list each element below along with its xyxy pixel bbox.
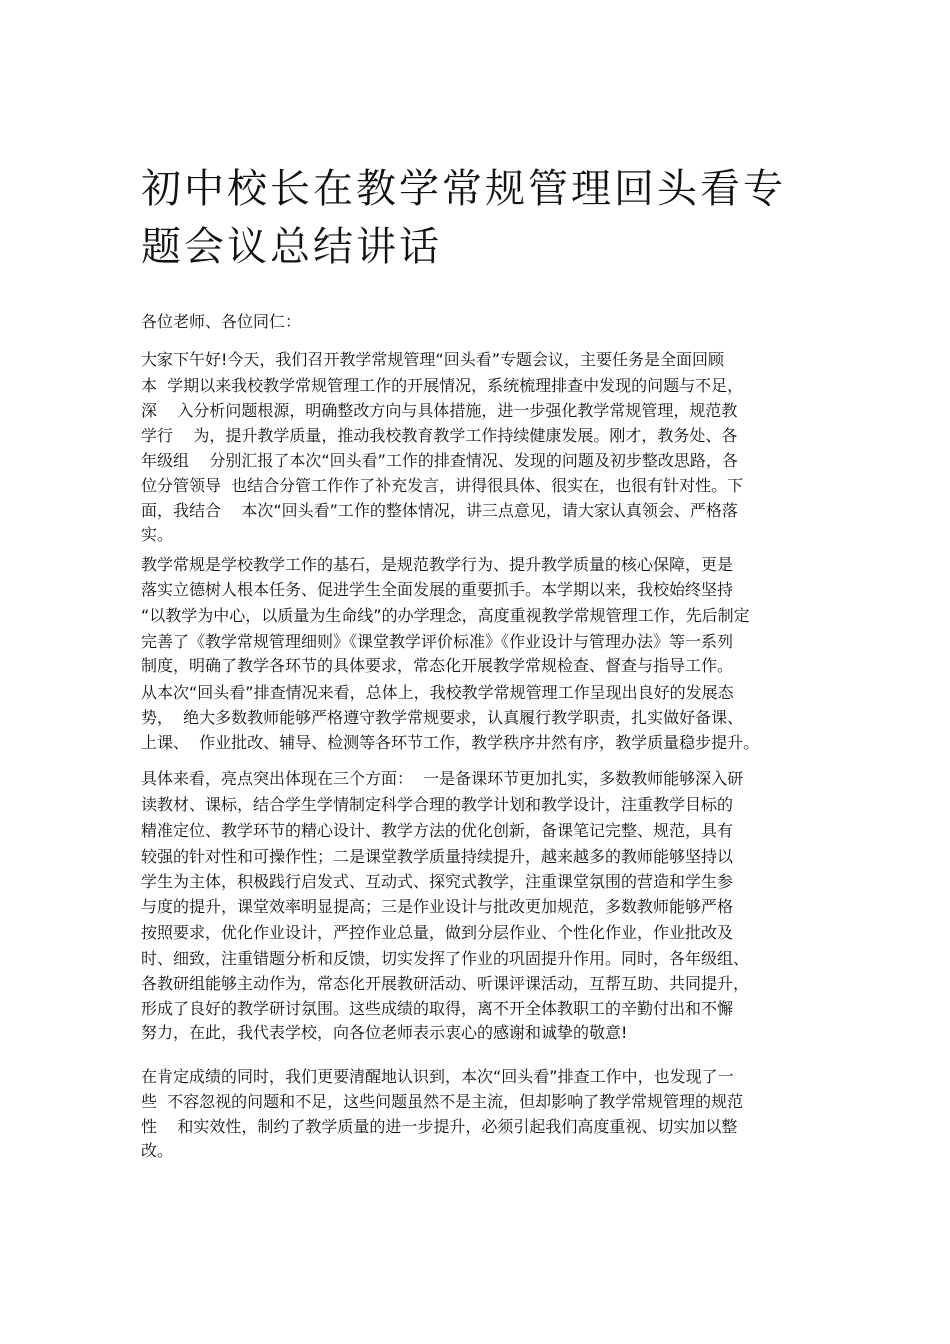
body-line: 上课、 作业批改、辅导、检测等各环节工作，教学秩序井然有序，教学质量稳步提升。 — [141, 733, 760, 752]
body-line: 学生为主体，积极践行启发式、互动式、探究式教学，注重课堂氛围的营造和学生参 — [141, 872, 734, 891]
body-line: 实。 — [141, 525, 174, 544]
body-line: 些 不容忽视的问题和不足，这些问题虽然不是主流，但却影响了教学常规管理的规范 — [141, 1092, 744, 1111]
body-line: 势， 绝大多数教师能够严格遵守教学常规要求，认真履行教学职责，扎实做好备课、 — [141, 708, 744, 727]
body-line: 位分管领导 也结合分管工作作了补充发言，讲得很具体、很实在，也很有针对性。下 — [141, 476, 744, 495]
body-line: 按照要求，优化作业设计，严控作业总量，做到分层作业、个性化作业，作业批改及 — [141, 923, 734, 942]
body-line: 性 和实效性，制约了教学质量的进一步提升，必须引起我们高度重视、切实加以整 — [141, 1117, 738, 1136]
body-line: 制度，明确了教学各环节的具体要求，常态化开展教学常规检查、督查与指导工作。 — [141, 656, 734, 675]
body-line: 形成了良好的教学研讨氛围。这些成绩的取得，离不开全体教职工的辛勤付出和不懈 — [141, 999, 734, 1018]
greeting-line: 各位老师、各位同仁： — [141, 312, 302, 331]
body-line: “以教学为中心，以质量为生命线”的办学理念，高度重视教学常规管理工作，先后制定 — [141, 606, 750, 625]
body-line: 完善了《教学常规管理细则》《课堂教学评价标准》《作业设计与管理办法》等一系列 — [141, 632, 734, 651]
body-line: 努力，在此，我代表学校，向各位老师表示衷心的感谢和诚挚的敬意! — [141, 1023, 628, 1042]
body-line: 教学常规是学校教学工作的基石，是规范教学行为、提升教学质量的核心保障，更是 — [141, 555, 734, 574]
document-title: 初中校长在教学常规管理回头看专题会议总结讲话 — [141, 166, 786, 270]
body-line: 具体来看，亮点突出体现在三个方面： 一是备课环节更加扎实，多数教师能够深入研 — [141, 769, 744, 788]
body-line: 落实立德树人根本任务、促进学生全面发展的重要抓手。本学期以来，我校始终坚持 — [141, 580, 734, 599]
body-line: 时、细致，注重错题分析和反馈，切实发挥了作业的巩固提升作用。同时，各年级组、 — [141, 949, 750, 968]
body-line: 学行 为，提升教学质量，推动我校教育教学工作持续健康发展。刚才，教务处、各 — [141, 426, 738, 445]
body-line: 年级组 分别汇报了本次“回头看”工作的排查情况、发现的问题及初步整改思路，各 — [141, 451, 738, 470]
body-line: 改。 — [141, 1141, 174, 1160]
body-line: 精准定位、教学环节的精心设计、教学方法的优化创新，备课笔记完整、规范，具有 — [141, 821, 734, 840]
body-line: 大家下午好!今天，我们召开教学常规管理“回头看”专题会议，主要任务是全面回顾 — [141, 350, 724, 369]
body-line: 本 学期以来我校教学常规管理工作的开展情况，系统梳理排查中发现的问题与不足， — [141, 376, 744, 395]
body-line: 读教材、课标，结合学生学情制定科学合理的教学计划和教学设计，注重教学目标的 — [141, 795, 734, 814]
body-line: 较强的针对性和可操作性；二是课堂教学质量持续提升，越来越多的教师能够坚持以 — [141, 847, 734, 866]
body-line: 面，我结合 本次“回头看”工作的整体情况，讲三点意见，请大家认真领会、严格落 — [141, 501, 738, 520]
body-line: 与度的提升，课堂效率明显提高；三是作业设计与批改更加规范，多数教师能够严格 — [141, 897, 734, 916]
body-line: 在肯定成绩的同时，我们更要清醒地认识到，本次“回头看”排查工作中，也发现了一 — [141, 1067, 734, 1086]
body-line: 各教研组能够主动作为，常态化开展教研活动、听课评课活动，互帮互助、共同提升， — [141, 974, 750, 993]
body-line: 深 入分析问题根源，明确整改方向与具体措施，进一步强化教学常规管理，规范教 — [141, 401, 738, 420]
body-line: 从本次“回头看”排查情况来看，总体上，我校教学常规管理工作呈现出良好的发展态 — [141, 683, 734, 702]
